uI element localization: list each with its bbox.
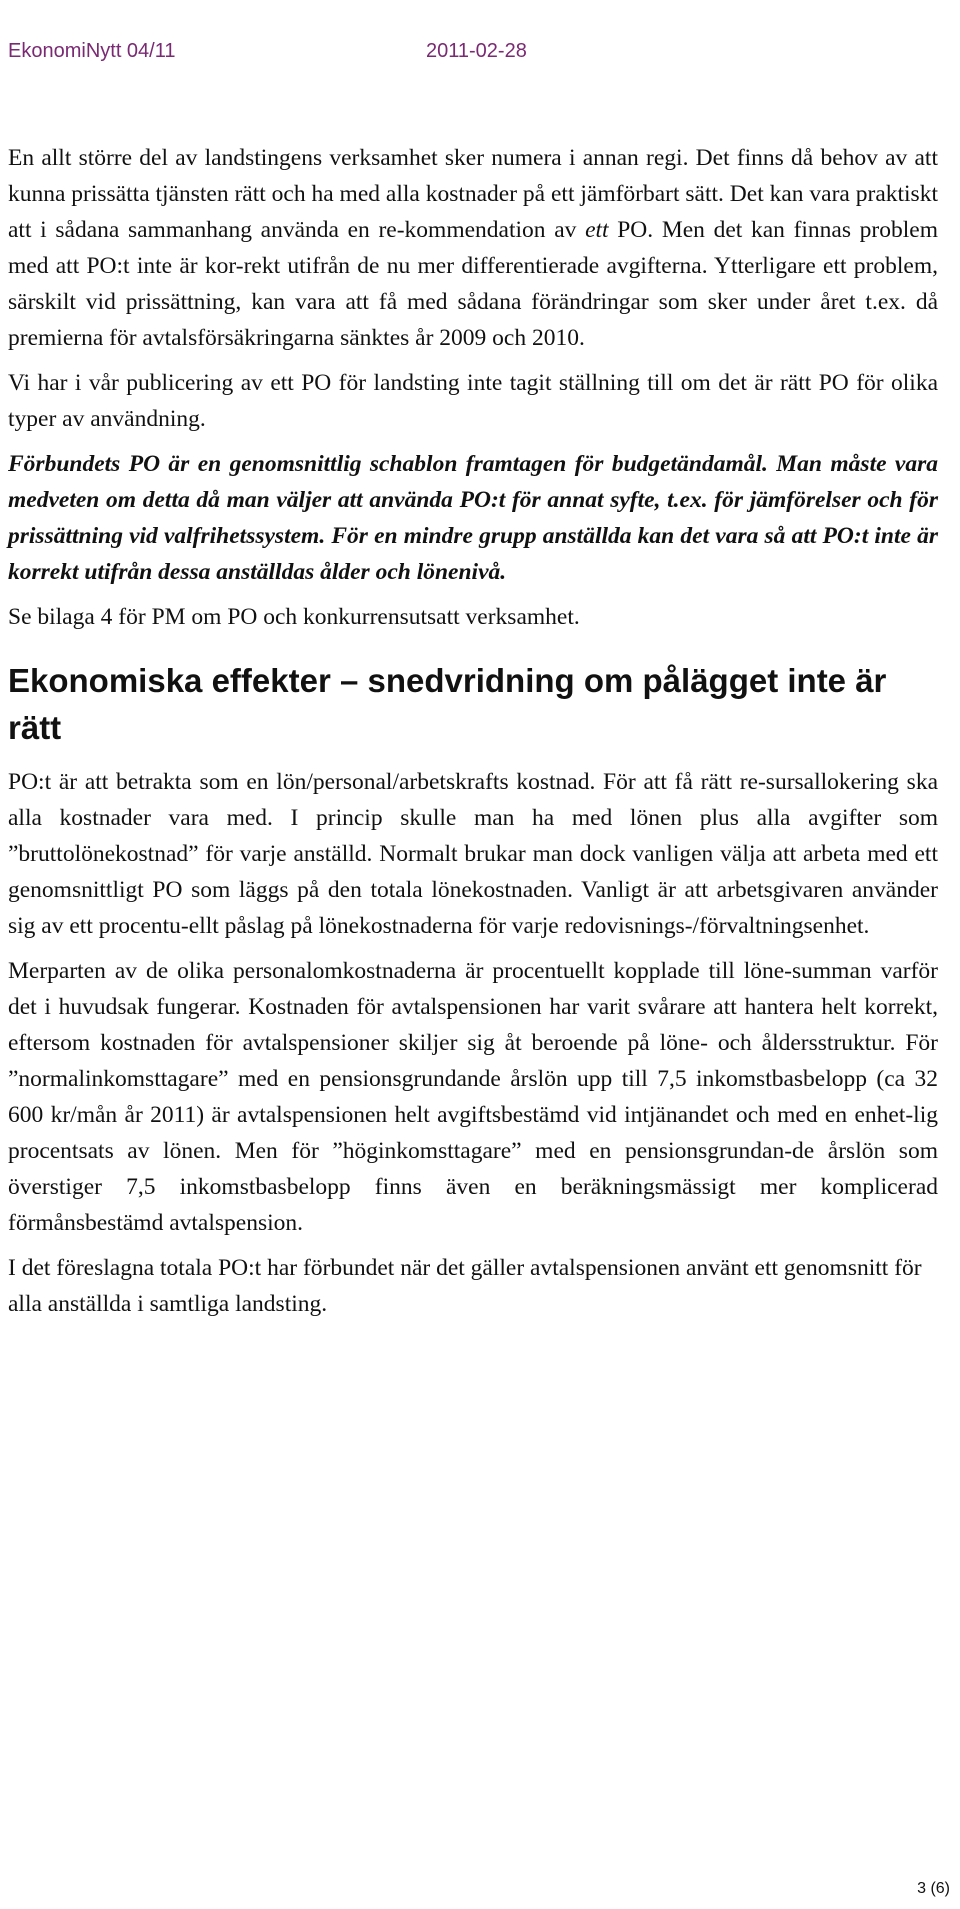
publication-title: EkonomiNytt 04/11 [8, 40, 176, 62]
section-paragraph-2: Merparten av de olika personalomkostnaderna är procentuellt kopplade till löne-summan varför det i huvudsak fungerar. Kostnaden för avtalspensionen har varit svårare att hantera helt korrekt, eftersom kostnaden för avtalspensioner skiljer sig åt beroende på löne- och åldersstruktur. För ”normalinkomsttagare” med en pensionsgrundande årslön upp till 7,5 inkomstbasbelopp (ca 32 600 kr/mån år 2011) är avtalspensionen helt avgiftsbestämd vid intjänandet och med en enhet-lig procentsats av lönen. Men för ”höginkomsttagare” med en pensionsgrundan-de årslön som överstiger 7,5 inkomstbasbelopp finns även en beräkningsmässigt mer komplicerad förmånsbestämd avtalspension. [8, 958, 938, 1236]
paragraph-intro [8, 140, 938, 356]
document-body [8, 140, 938, 1331]
emphasis-ett: ett [585, 217, 609, 243]
page-header [8, 40, 527, 63]
paragraph-publication: Vi har i vår publicering av ett PO för landsting inte tagit ställning till om det är rätt PO för olika typer av användning. [8, 370, 938, 432]
paragraph-intro-part1: En allt större del av landstingens verksamhet sker numera i annan regi. Det finns då behov av att kunna prissätta tjänsten rätt och ha med alla kostnader på ett jämförbart sätt. Det kan vara praktiskt att i sådana sammanhang använda en re-kommendation av [8, 145, 938, 243]
publication-date: 2011-02-28 [426, 40, 527, 62]
section-heading: Ekonomiska effekter – snedvridning om pålägget inte är rätt [8, 662, 887, 746]
paragraph-intro-part2: PO. Men det kan finnas problem med att PO:t inte är kor-rekt utifrån de nu mer differentierade avgifterna. Ytterligare ett problem, särskilt vid prissättning, kan vara att få med sådana förändringar som sker under året t.ex. då premierna för avtalsförsäkringarna sänktes år 2009 och 2010. [8, 217, 938, 351]
section-paragraph-3: I det föreslagna totala PO:t har förbundet när det gäller avtalspensionen använt ett genomsnitt för alla anställda i samtliga landsting. [8, 1255, 922, 1317]
page-number: 3 (6) [917, 1880, 950, 1897]
section-paragraph-1: PO:t är att betrakta som en lön/personal/arbetskrafts kostnad. För att få rätt re-sursallokering ska alla kostnader vara med. I princip skulle man ha med lönen plus alla avgifter som ”bruttolönekostnad” för varje anställd. Normalt brukar man dock vanligen välja att arbeta med ett genomsnittligt PO som läggs på den totala lönekostnaden. Vanligt är att arbetsgivaren använder sig av ett procentu-ellt påslag på lönekostnaderna för varje redovisnings-/förvaltningsenhet. [8, 769, 938, 939]
paragraph-emphasis-note: Förbundets PO är en genomsnittlig schablon framtagen för budgetändamål. Man måste vara medveten om detta då man väljer att använda PO:t för annat syfte, t.ex. för jämförelser och för prissättning vid valfrihetssystem. För en mindre grupp anställda kan det vara så att PO:t inte är korrekt utifrån dessa anställdas ålder och lönenivå. [8, 451, 938, 585]
paragraph-attachment-reference: Se bilaga 4 för PM om PO och konkurrensutsatt verksamhet. [8, 604, 580, 630]
